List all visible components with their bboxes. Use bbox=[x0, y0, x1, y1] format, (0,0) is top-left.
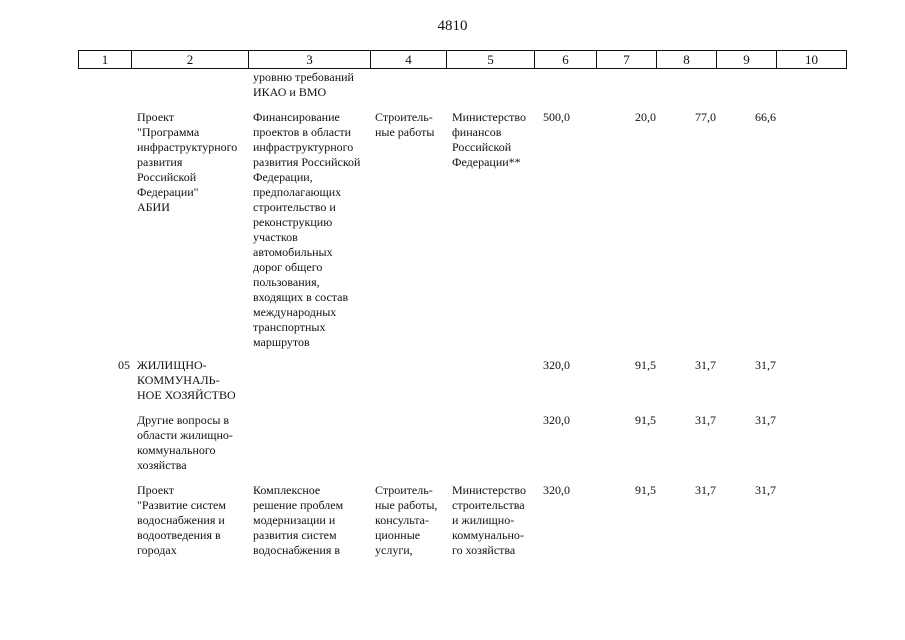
column-header-9: 9 bbox=[717, 51, 777, 69]
table-row-1-description: Финансирование проектов в области инфраструктурного развития Российской Федерации, предполагающих строительство и реконструкцию участков автомобильных дорог общего пользования, входящих в состав международных транспортных маршрутов bbox=[253, 110, 361, 349]
column-header-6: 6 bbox=[535, 51, 597, 69]
table-row-3-col9: 31,7 bbox=[755, 413, 776, 427]
table-row-4-col8: 31,7 bbox=[695, 483, 716, 497]
table-row-3-col7: 91,5 bbox=[635, 413, 656, 427]
table-row-4-ministry: Министерство строительства и жилищно- коммунально- го хозяйства bbox=[452, 483, 526, 557]
table-row-2-code: 05 bbox=[118, 358, 130, 372]
table-row-0-description: уровню требований ИКАО и ВМО bbox=[253, 70, 354, 99]
table-row-1-ministry: Министерство финансов Российской Федерации** bbox=[452, 110, 526, 169]
table-row-3-name: Другие вопросы в области жилищно- коммунального хозяйства bbox=[137, 413, 233, 472]
table-row-1-col7: 20,0 bbox=[635, 110, 656, 124]
table-row-1-col9: 66,6 bbox=[755, 110, 776, 124]
column-header-7: 7 bbox=[597, 51, 657, 69]
table-row-4-col9: 31,7 bbox=[755, 483, 776, 497]
column-header-row bbox=[78, 50, 847, 69]
column-header-5: 5 bbox=[447, 51, 535, 69]
table-row-2-col8: 31,7 bbox=[695, 358, 716, 372]
table-row-2-col9: 31,7 bbox=[755, 358, 776, 372]
table-row-1-col8: 77,0 bbox=[695, 110, 716, 124]
table-row-2-col7: 91,5 bbox=[635, 358, 656, 372]
table-row-3-col6: 320,0 bbox=[543, 413, 570, 427]
page-number: 4810 bbox=[437, 18, 468, 34]
table-row-4-description: Комплексное решение проблем модернизации и развития систем водоснабжения в bbox=[253, 483, 344, 557]
column-header-2: 2 bbox=[132, 51, 249, 69]
table-row-2-name: ЖИЛИЩНО- КОММУНАЛЬ- НОЕ ХОЗЯЙСТВО bbox=[137, 358, 236, 402]
column-header-8: 8 bbox=[657, 51, 717, 69]
column-header-1: 1 bbox=[79, 51, 132, 69]
table-row-4-col6: 320,0 bbox=[543, 483, 570, 497]
table-row-4-name: Проект "Развитие систем водоснабжения и водоотведения в городах bbox=[137, 483, 226, 557]
table-row-4-work-type: Строитель- ные работы, консульта- ционные услуги, bbox=[375, 483, 438, 557]
table-row-1-col6: 500,0 bbox=[543, 110, 570, 124]
column-header-10: 10 bbox=[777, 51, 847, 69]
table-row-1-work-type: Строитель- ные работы bbox=[375, 110, 435, 139]
table-row-3-col8: 31,7 bbox=[695, 413, 716, 427]
table-row-1-name: Проект "Программа инфраструктурного развития Российской Федерации" АБИИ bbox=[137, 110, 238, 214]
column-header-3: 3 bbox=[249, 51, 371, 69]
table-row-4-col7: 91,5 bbox=[635, 483, 656, 497]
table-row-2-col6: 320,0 bbox=[543, 358, 570, 372]
column-header-4: 4 bbox=[371, 51, 447, 69]
